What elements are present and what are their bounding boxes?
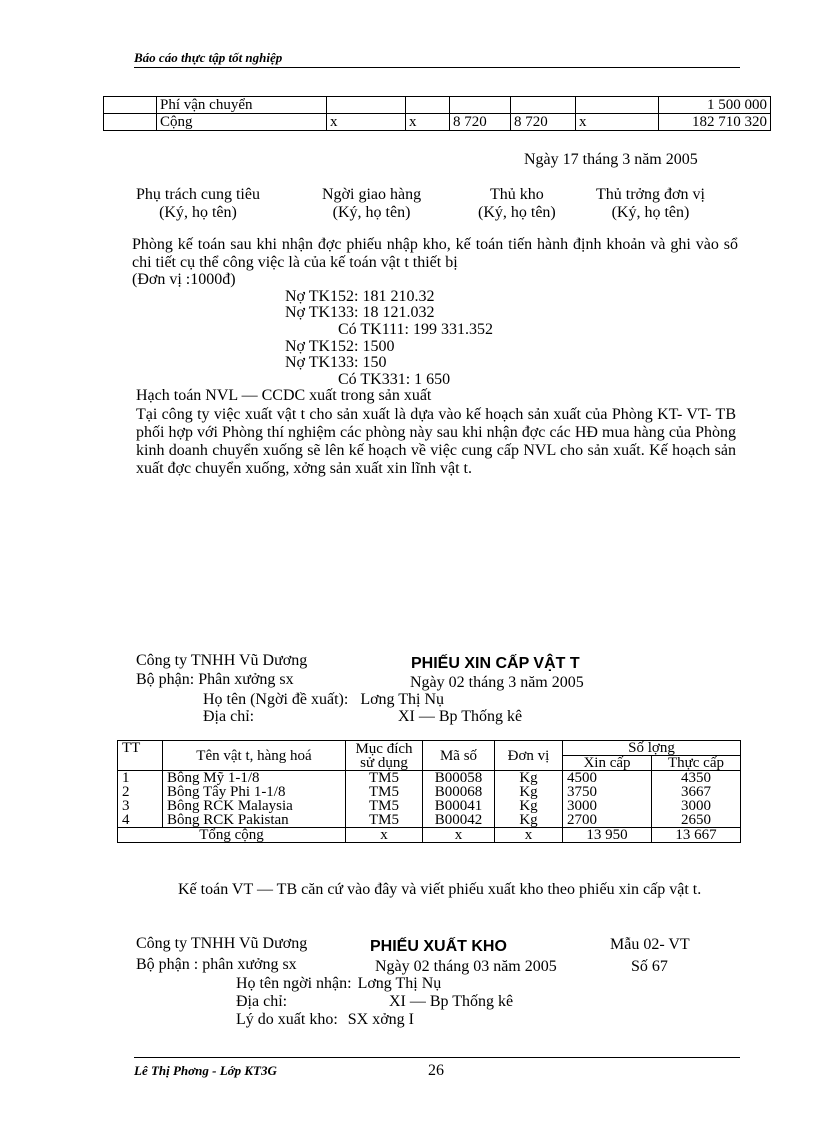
table-row: 1 Bông Mỹ 1-1/8 TM5 B00058 Kg 4500 4350 xyxy=(118,771,741,786)
page-number: 26 xyxy=(428,1062,444,1079)
table-row: 4 Bông RCK Pakistan TM5 B00042 Kg 2700 2650 xyxy=(118,813,741,828)
footer-author: Lê Thị Phơng - Lớp KT3G xyxy=(134,1063,277,1078)
table-header-row: TT Tên vật t, hàng hoá Mục đích sử dụng Mã số Đơn vị Số lợng xyxy=(118,741,741,756)
table-total-row: Tổng cộng x x x 13 950 13 667 xyxy=(118,828,741,843)
form-date: Ngày 02 tháng 3 năm 2005 xyxy=(410,674,584,691)
signature-block: Thủ trởng đơn vị (Ký, họ tên) xyxy=(596,186,705,221)
form-date: Ngày 02 tháng 03 năm 2005 xyxy=(375,958,557,975)
journal-entry: Có TK331: 1 650 xyxy=(338,371,451,388)
address-line: Địa chỉ: XI — Bp Thống kê xyxy=(203,708,523,725)
paragraph: Phòng kế toán sau khi nhận đợc phiếu nhập kho, kế toán tiến hành định khoản và ghi vào sổ chi tiết cụ thể công việc là của kế toán vật t thiết bị xyxy=(132,236,738,271)
date-line: Ngày 17 tháng 3 năm 2005 xyxy=(524,151,698,168)
form-title: PHIẾU XIN CẤP VẬT T xyxy=(411,655,580,672)
form-title: PHIẾU XUẤT KHO xyxy=(370,938,507,955)
table-row: Cộng x x 8 720 8 720 x 182 710 320 xyxy=(104,114,771,131)
footer-divider xyxy=(134,1057,740,1058)
journal-entry: Nợ TK133: 150 xyxy=(285,354,387,371)
requester-line: Họ tên (Ngời đề xuất): Lơng Thị Nụ xyxy=(203,691,445,708)
form-number: Mẫu 02- VT xyxy=(610,936,690,953)
cost-table xyxy=(103,96,771,131)
unit-note: (Đơn vị :1000đ) xyxy=(132,271,236,288)
section-title: Hạch toán NVL — CCDC xuất trong sản xuất xyxy=(136,387,432,404)
paragraph: Kế toán VT — TB căn cứ vào đây và viết phiếu xuất kho theo phiếu xin cấp vật t. xyxy=(178,881,702,898)
reason-line: Lý do xuất kho: SX xởng I xyxy=(236,1011,415,1028)
address-line: Địa chỉ: XI — Bp Thống kê xyxy=(236,993,514,1010)
page-header: Báo cáo thực tập tốt nghiệp xyxy=(134,50,283,65)
header-divider xyxy=(134,67,740,68)
table-row: Phí vận chuyển 1 500 000 xyxy=(104,97,771,114)
journal-entry: Nợ TK152: 1500 xyxy=(285,338,395,355)
table-row: 2 Bông Tây Phi 1-1/8 TM5 B00068 Kg 3750 3667 xyxy=(118,785,741,799)
signature-block: Thủ kho (Ký, họ tên) xyxy=(478,186,556,221)
dept-line: Bộ phận: Phân xưởng sx xyxy=(136,671,294,688)
journal-entry: Có TK111: 199 331.352 xyxy=(338,321,493,338)
request-table xyxy=(117,740,741,843)
voucher-number: Số 67 xyxy=(631,958,668,975)
signature-block: Ngời giao hàng (Ký, họ tên) xyxy=(322,186,422,221)
journal-entry: Nợ TK152: 181 210.32 xyxy=(285,288,435,305)
company-line: Công ty TNHH Vũ Dương xyxy=(136,935,308,952)
company-line: Công ty TNHH Vũ Dương xyxy=(136,652,308,669)
paragraph: Tại công ty việc xuất vật t cho sản xuất là dựa vào kế hoạch sản xuất của Phòng KT- VT- TB phối hợp với Phòng thí nghiệm các phòng này sau khi nhận đợc các HĐ mua hàng của Phòng kinh doanh chuyển xuống sẽ lên kế hoạch về việc cung cấp NVL cho sản xuất. Kế hoạch sản xuất đợc chuyển xuống, xởng sản xuất xin lĩnh vật t. xyxy=(136,406,736,477)
signature-block: Phụ trách cung tiêu (Ký, họ tên) xyxy=(136,186,260,221)
table-header-row: Xin cấp Thực cấp xyxy=(118,756,741,771)
dept-line: Bộ phận : phân xưởng sx xyxy=(136,956,297,973)
receiver-line: Họ tên ngời nhận: Lơng Thị Nụ xyxy=(236,975,442,992)
table-row: 3 Bông RCK Malaysia TM5 B00041 Kg 3000 3000 xyxy=(118,799,741,813)
journal-entry: Nợ TK133: 18 121.032 xyxy=(285,304,435,321)
